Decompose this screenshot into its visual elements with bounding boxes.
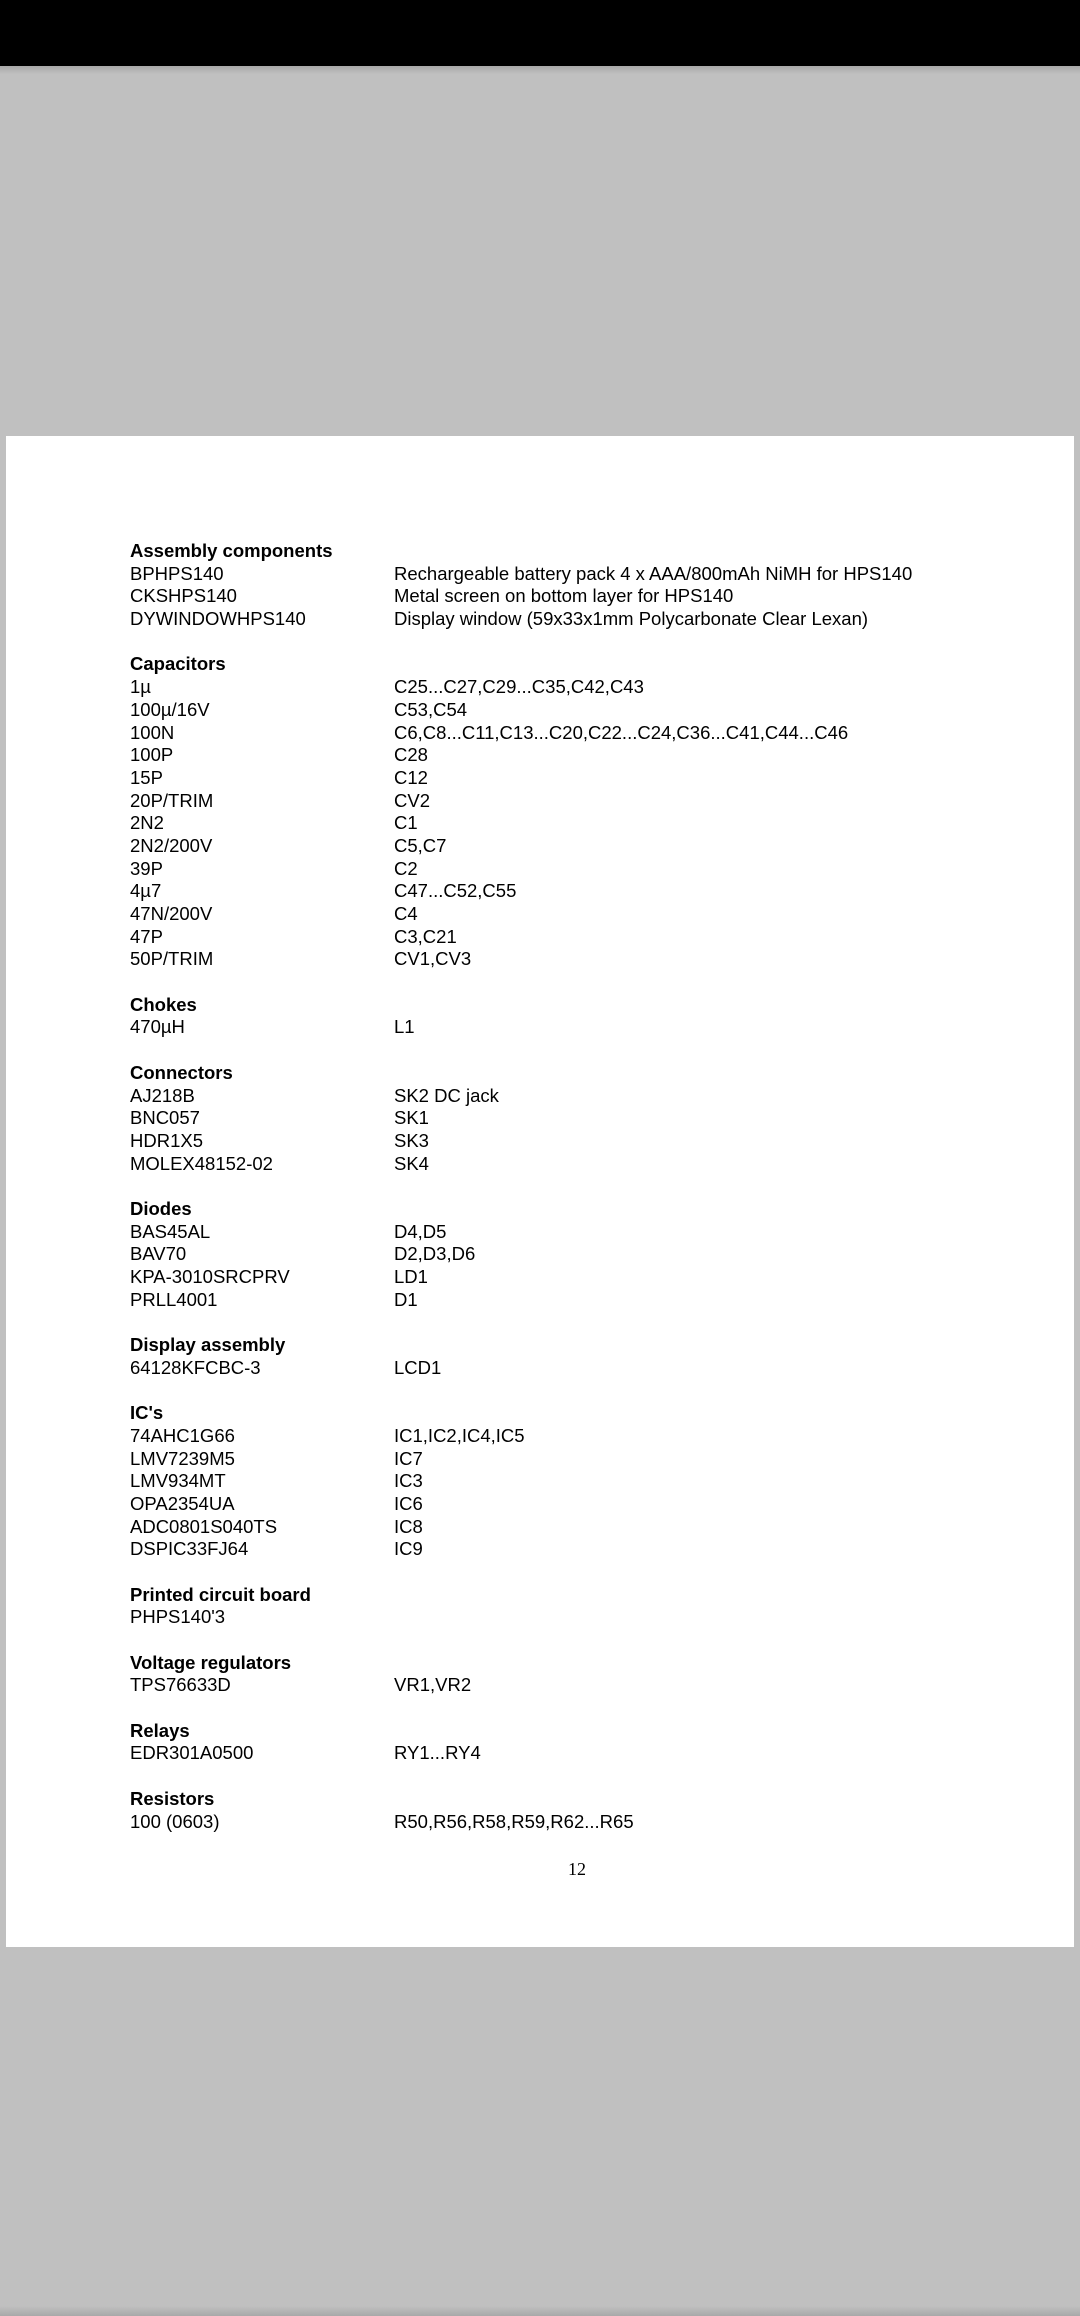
part-row <box>130 1606 1030 1629</box>
reference-designators: CV2 <box>394 789 430 811</box>
reference-designators: R50,R56,R58,R59,R62...R65 <box>394 1810 634 1832</box>
section <box>130 994 1030 1039</box>
part-row <box>130 676 1030 699</box>
reference-designators: D2,D3,D6 <box>394 1243 476 1265</box>
reference-designators: SK3 <box>394 1129 429 1151</box>
section-heading: Display assembly <box>130 1334 286 1356</box>
part-number: 50P/TRIM <box>130 948 214 970</box>
reference-designators: D1 <box>394 1288 418 1310</box>
part-number: BAV70 <box>130 1243 187 1265</box>
part-row <box>130 1538 1030 1561</box>
page-number: 12 <box>568 1859 586 1879</box>
part-row <box>130 585 1030 608</box>
part-number: HDR1X5 <box>130 1129 203 1151</box>
section <box>130 1788 1030 1833</box>
reference-designators: SK1 <box>394 1107 429 1129</box>
section-heading: Connectors <box>130 1061 233 1083</box>
part-row <box>130 1130 1030 1153</box>
reference-designators: C5,C7 <box>394 834 447 856</box>
part-number: CKSHPS140 <box>130 585 237 607</box>
part-row <box>130 1289 1030 1312</box>
part-number: 15P <box>130 766 163 788</box>
part-number: 74AHC1G66 <box>130 1424 235 1446</box>
part-row <box>130 1243 1030 1266</box>
part-row <box>130 1470 1030 1493</box>
part-number: DYWINDOWHPS140 <box>130 608 306 630</box>
part-number: 100N <box>130 721 175 743</box>
part-number: BPHPS140 <box>130 562 224 584</box>
section-heading: Assembly components <box>130 540 333 561</box>
section <box>130 653 1030 971</box>
section-heading: IC's <box>130 1402 164 1424</box>
section <box>130 1402 1030 1561</box>
part-number: 64128KFCBC-3 <box>130 1356 261 1378</box>
part-row <box>130 1357 1030 1380</box>
reference-designators: VR1,VR2 <box>394 1674 472 1696</box>
reference-designators: C6,C8...C11,C13...C20,C22...C24,C36...C41,C44...C46 <box>394 721 849 743</box>
section-heading: Diodes <box>130 1197 192 1219</box>
reference-designators: Display window (59x33x1mm Polycarbonate Clear Lexan) <box>394 608 869 630</box>
reference-designators: C47...C52,C55 <box>394 880 517 902</box>
document-page[interactable] <box>6 436 1074 1947</box>
part-row <box>130 1107 1030 1130</box>
reference-designators: C12 <box>394 766 428 788</box>
part-number: AJ218B <box>130 1084 195 1106</box>
reference-designators: C53,C54 <box>394 698 468 720</box>
section-heading: Voltage regulators <box>130 1651 292 1673</box>
reference-designators: IC6 <box>394 1492 423 1514</box>
part-row <box>130 812 1030 835</box>
part-row <box>130 1425 1030 1448</box>
part-number: 100 (0603) <box>130 1810 220 1832</box>
part-row <box>130 744 1030 767</box>
section-heading: Resistors <box>130 1787 215 1809</box>
part-row <box>130 563 1030 586</box>
part-row <box>130 858 1030 881</box>
part-row <box>130 1742 1030 1765</box>
part-number: OPA2354UA <box>130 1492 235 1514</box>
reference-designators: C3,C21 <box>394 925 457 947</box>
reference-designators: SK4 <box>394 1152 429 1174</box>
part-row <box>130 1266 1030 1289</box>
part-number: EDR301A0500 <box>130 1742 254 1764</box>
part-number: KPA-3010SRCPRV <box>130 1266 290 1287</box>
reference-designators: C1 <box>394 812 418 834</box>
reference-designators: SK2 DC jack <box>394 1084 499 1106</box>
parts-list <box>130 540 1030 1856</box>
section <box>130 1652 1030 1697</box>
reference-designators: C4 <box>394 903 418 924</box>
part-row <box>130 948 1030 971</box>
part-row <box>130 1811 1030 1834</box>
part-row <box>130 1516 1030 1539</box>
part-row <box>130 722 1030 745</box>
part-number: 100µ/16V <box>130 698 210 720</box>
reference-designators: Rechargeable battery pack 4 x AAA/800mAh NiMH for HPS140 <box>394 562 913 584</box>
part-number: PRLL4001 <box>130 1288 218 1310</box>
part-row <box>130 880 1030 903</box>
viewer-top-shadow <box>0 66 1080 74</box>
part-row <box>130 903 1030 926</box>
part-number: TPS76633D <box>130 1674 231 1696</box>
part-row <box>130 1016 1030 1039</box>
part-row <box>130 1153 1030 1176</box>
reference-designators: IC7 <box>394 1447 423 1469</box>
reference-designators: D4,D5 <box>394 1220 447 1242</box>
section-heading: Chokes <box>130 993 197 1015</box>
reference-designators: IC9 <box>394 1538 423 1560</box>
part-row <box>130 926 1030 949</box>
reference-designators: C28 <box>394 744 428 766</box>
part-row <box>130 1448 1030 1471</box>
part-number: 1µ <box>130 676 151 698</box>
reference-designators: IC8 <box>394 1515 423 1537</box>
section-heading: Printed circuit board <box>130 1583 311 1605</box>
reference-designators: IC1,IC2,IC4,IC5 <box>394 1424 525 1446</box>
section <box>130 1198 1030 1311</box>
reference-designators: LD1 <box>394 1266 428 1287</box>
reference-designators: C25...C27,C29...C35,C42,C43 <box>394 676 644 698</box>
part-row <box>130 1493 1030 1516</box>
section-heading: Relays <box>130 1719 190 1741</box>
part-row <box>130 835 1030 858</box>
section-heading: Capacitors <box>130 653 226 675</box>
part-row <box>130 767 1030 790</box>
part-number: 4µ7 <box>130 880 162 902</box>
part-row <box>130 1221 1030 1244</box>
reference-designators: IC3 <box>394 1470 423 1492</box>
part-number: LMV7239M5 <box>130 1447 235 1469</box>
part-number: DSPIC33FJ64 <box>130 1538 249 1560</box>
part-number: 47P <box>130 925 163 947</box>
part-number: MOLEX48152-02 <box>130 1152 273 1174</box>
part-number: BNC057 <box>130 1107 200 1129</box>
part-row <box>130 699 1030 722</box>
reference-designators: LCD1 <box>394 1356 442 1378</box>
section <box>130 1584 1030 1629</box>
part-row <box>130 790 1030 813</box>
part-row <box>130 608 1030 631</box>
reference-designators: RY1...RY4 <box>394 1742 481 1764</box>
reference-designators: L1 <box>394 1016 415 1038</box>
status-bar <box>0 0 1080 66</box>
reference-designators: Metal screen on bottom layer for HPS140 <box>394 585 734 607</box>
part-row <box>130 1674 1030 1697</box>
part-number: 47N/200V <box>130 903 213 924</box>
section <box>130 1720 1030 1765</box>
viewer-bottom-shadow <box>0 2306 1080 2316</box>
part-number: 470µH <box>130 1016 185 1038</box>
part-number: 100P <box>130 744 174 766</box>
part-number: LMV934MT <box>130 1470 226 1492</box>
part-number: BAS45AL <box>130 1220 211 1242</box>
section <box>130 540 1030 631</box>
section <box>130 1062 1030 1175</box>
part-row <box>130 1085 1030 1108</box>
part-number: 2N2 <box>130 812 164 834</box>
part-number: PHPS140'3 <box>130 1606 226 1628</box>
part-number: 2N2/200V <box>130 834 213 856</box>
reference-designators: CV1,CV3 <box>394 948 472 970</box>
part-number: 39P <box>130 857 163 879</box>
part-number: 20P/TRIM <box>130 789 214 811</box>
section <box>130 1334 1030 1379</box>
part-number: ADC0801S040TS <box>130 1515 278 1537</box>
reference-designators: C2 <box>394 857 418 879</box>
